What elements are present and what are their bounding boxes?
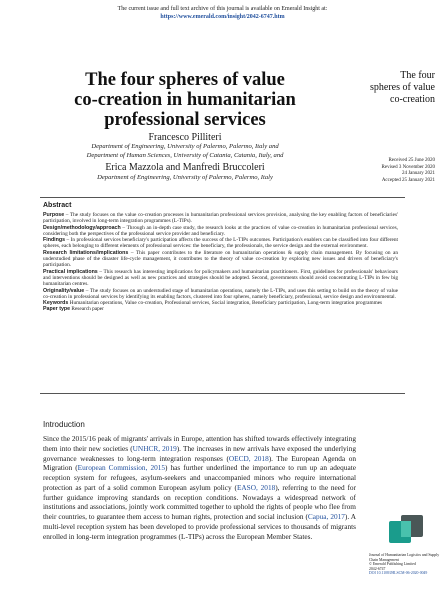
journal-doi[interactable]: DOI 10.1108/JHLSCM-06-2020-0049 [369, 571, 428, 576]
running-title-line: The four [400, 70, 435, 81]
citation-link[interactable]: EASO, 2018 [236, 482, 276, 492]
journal-issn: 2042-6747 [369, 566, 386, 571]
abstract [43, 202, 398, 313]
section-text: Research paper [70, 306, 104, 313]
title-line: professional services [104, 110, 266, 130]
section-text: – In professional services beneficiary's participation affects the success of the L-TIPs outcomes. Participation's enablers can be classified into four different spheres, each belonging to different elements of professional services: the beneficiary, the professionals, the service design and the external environment. [43, 237, 398, 250]
abstract-paragraph [43, 269, 398, 288]
paragraph-text: Since the 2015/16 peak of migrants' arrivals in Europe, attention has shifted towards effectively integrating them into their new societies ( [43, 434, 356, 453]
section-label: Paper type [43, 306, 71, 313]
citation-link[interactable]: UNHCR, 2019 [132, 443, 177, 453]
running-title-line: spheres of value [370, 82, 435, 93]
section-label: Research limitations/implications [43, 249, 129, 256]
section-label: Design/methodology/approach [43, 224, 121, 231]
notice-text: The current issue and full text archive of this journal is available on Emerald Insight at: [117, 6, 328, 12]
section-label: Practical implications [43, 268, 98, 275]
author-name: Francesco Pilliteri [148, 132, 222, 143]
journal-publisher: © Emerald Publishing Limited [369, 562, 416, 567]
journal-link[interactable]: https://www.emerald.com/insight/2042-6747.htm [160, 14, 285, 20]
abstract-paragraph [43, 237, 398, 250]
paragraph-text: ) has further underlined the importance to run up an adequate reception system for refugees, asylum-seekers and unaccompanied minors who require international protection as part of a solid common European asylum policy ( [43, 463, 356, 492]
abstract-paragraph [43, 212, 398, 225]
revised-date: 24 January 2021 [401, 171, 435, 176]
journal-info [369, 553, 441, 576]
section-text: – Through an in-depth case study, the research looks at the practices of value co-creation in humanitarian professional services, considering both the perspectives of the professional service provider and beneficiary. [43, 224, 398, 237]
author-name: Erica Mazzola and Manfredi Bruccoleri [105, 162, 265, 173]
title-line: co-creation in humanitarian [74, 90, 296, 110]
running-title-line: co-creation [390, 94, 435, 105]
introduction-paragraph [43, 434, 356, 541]
abstract-paragraph [43, 288, 398, 301]
section-label: Originality/value [43, 287, 85, 294]
submission-dates [350, 158, 435, 184]
journal-logo-icon [387, 513, 425, 551]
section-label: Purpose [43, 212, 65, 218]
author-affiliation: Department of Human Sciences, University of Catania, Catania, Italy, and [86, 152, 284, 159]
section-label: Keywords [43, 300, 69, 307]
section-text: Humanitarian operations, Value co-creation, Professional services, Social integration, Beneficiary participation, Long-term integration programmes [68, 300, 383, 307]
citation-link[interactable]: OECD, 2018 [228, 453, 269, 463]
citation-link[interactable]: Capua, 2017 [307, 512, 345, 521]
journal-availability-notice [0, 5, 445, 21]
abstract-heading: Abstract [43, 202, 72, 209]
section-text: – This paper contributes to the literature on humanitarian operations & supply chain management. By focusing on an understudied phase of the disaster life-cycle management, it contributes to the theory of value co-creation by exploring new issues and drivers of beneficiary's participation. [43, 249, 398, 269]
author-affiliation: Department of Engineering, University of Palermo, Palermo, Italy and [91, 143, 279, 150]
section-label: Findings [43, 237, 66, 244]
accepted-date: Accepted 25 January 2021 [381, 177, 435, 183]
revised-date: Revised 3 November 2020 [381, 164, 435, 170]
abstract-paragraph [43, 225, 398, 238]
abstract-paragraph [43, 306, 398, 312]
article-title [40, 70, 330, 130]
abstract-paragraph [43, 250, 398, 269]
logo-intersection [401, 521, 411, 537]
journal-name: Journal of Humanitarian Logistics and Supply Chain Management [369, 553, 440, 562]
received-date: Received 25 June 2020 [388, 158, 435, 163]
author-affiliation: Department of Engineering, University of Palermo, Palermo, Italy [97, 174, 273, 181]
section-text: – This research has interesting implications for policymakers and humanitarian practitioners. First, guidelines for professionals' behaviours and interventions should be designed as well as new practices and strategies should be adopted. Second, governments should avoid concentrating L-TIPs in few big humanitarian centres. [43, 268, 398, 288]
introduction-section [43, 420, 356, 541]
running-title [350, 70, 435, 106]
section-text: – The study focuses on an understudied stage of humanitarian operations, namely the L-TIPs, and uses this setting to build on the theory of value co-creation in professional services by identifying its enabling factors, clustered into four spheres, namely beneficiary, professional, service design and environmental. [43, 287, 398, 300]
paragraph-text: ), referring to the need for further guidance improving standards on reception conditions. Nowadays a widespread network of institutions and associations, jointly work committed together to uphold the rights of people who flee from their countries, to guarantee them access to human rights, protection and social inclusion ( [43, 482, 356, 521]
divider-bottom [40, 393, 405, 394]
section-text: – The study focuses on the value co-creation processes in humanitarian professional services provision, analysing the key enabling factors of beneficiaries' participation, involved in long-term integration programmes (L-TIPs). [43, 212, 398, 225]
title-line: The four spheres of value [85, 70, 285, 90]
paragraph-text: ). A multi-level reception system has been developed to provide professional services to thousands of migrants enrolled in long-term integration programmes (L-TIPs) across the European Member States. [43, 512, 356, 541]
divider-top [40, 197, 405, 198]
citation-link[interactable]: European Commission, 2015 [77, 463, 166, 473]
paragraph-text: ). The increases in new arrivals have exposed the underlying governance weaknesses to long-term integration responses ( [43, 443, 356, 463]
introduction-heading: Introduction [43, 420, 85, 429]
paragraph-text: ). The European Agenda on Migration ( [43, 453, 356, 473]
